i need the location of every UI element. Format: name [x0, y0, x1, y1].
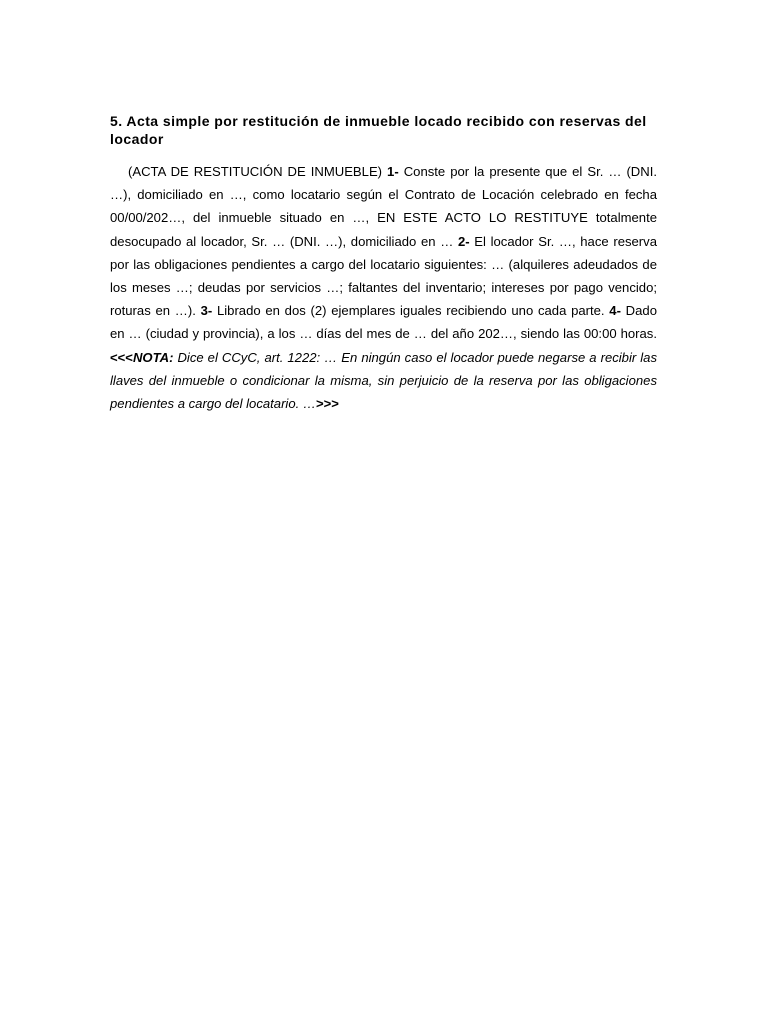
clause-number-3: 3- — [200, 303, 213, 319]
clause-number-1: 1- — [387, 164, 399, 179]
clause-text-4: Dado en … (ciudad y provincia), a los … días del mes de … del año 202…, siendo las 00:00 horas. — [110, 303, 657, 342]
act-intro: (ACTA DE RESTITUCIÓN DE INMUEBLE) — [128, 164, 388, 179]
act-paragraph — [110, 160, 657, 415]
clause-number-2: 2- — [457, 233, 470, 249]
clause-number-4: 4- — [609, 303, 621, 319]
document-page — [110, 112, 657, 415]
note-open-marker: <<< — [110, 349, 133, 365]
clause-text-3: Librado en dos (2) ejemplares iguales recibiendo uno cada parte. — [212, 303, 610, 319]
note-label: NOTA: — [132, 349, 174, 365]
note-text: Dice el CCyC, art. 1222: … En ningún caso el locador puede negarse a recibir las llaves del inmueble o condicionar la misma, sin perjuicio de la reserva por las obligaciones pendientes a cargo del locatario. … — [110, 349, 657, 412]
section-heading: 5. Acta simple por restitución de inmueble locado recibido con reservas del locador — [110, 113, 647, 147]
note-close-marker: >>> — [316, 396, 339, 412]
clause-text-1: Conste por la presente que el Sr. … (DNI. …), domiciliado en …, como locatario según el Contrato de Locación celebrado en fecha 00/00/202…, del inmueble situado en …, EN ESTE ACTO LO RESTITUYE totalmente desocupado al locador, Sr. … (DNI. …), domiciliado en … — [110, 164, 657, 249]
clause-text-2: El locador Sr. …, hace reserva por las obligaciones pendientes a cargo del locatario siguientes: … (alquileres adeudados de los meses …; deudas por servicios …; faltantes del inventario; intereses por pago vencido; roturas en …). — [110, 233, 657, 319]
